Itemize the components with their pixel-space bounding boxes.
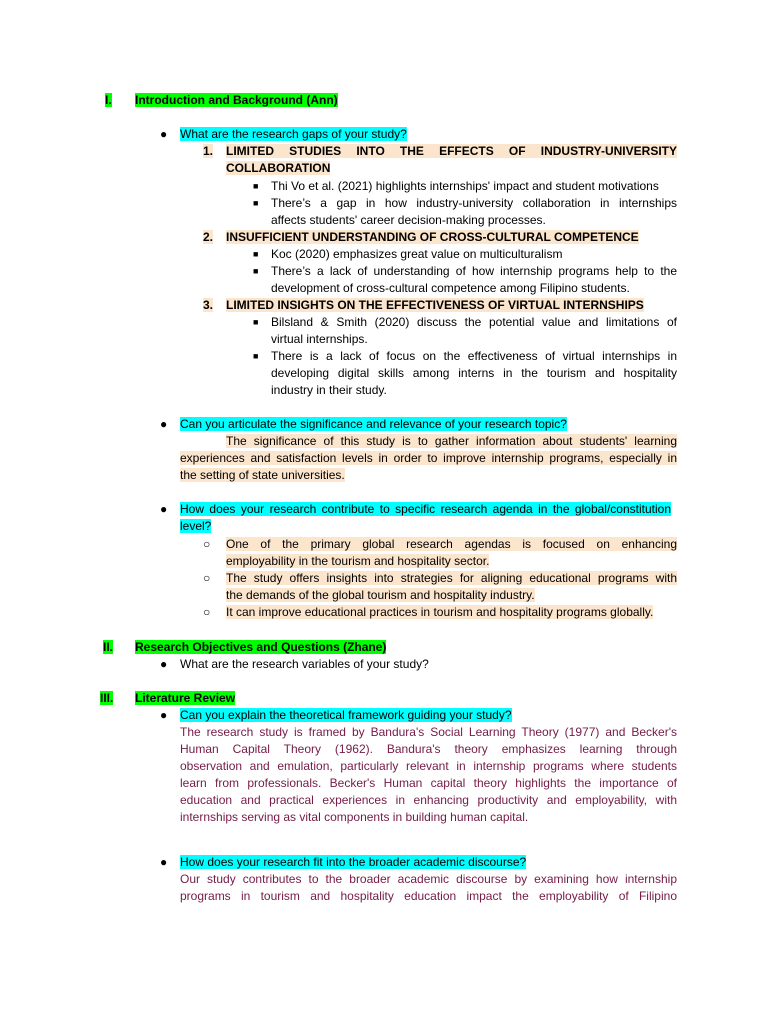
bullet-dot-icon: ●: [160, 502, 168, 516]
bullet-dot-icon: ●: [160, 417, 168, 431]
question-research-variables: What are the research variables of your study?: [180, 657, 429, 671]
framework-answer-line2: Human Capital Theory (1962). Bandura's theory emphasizes learning through: [180, 742, 677, 756]
gap-3-point-2-line2: developing digital skills among interns in the tourism and hospitality: [271, 366, 677, 380]
question-research-agenda-line1: How does your research contribute to specific research agenda in the global/constitution: [180, 502, 671, 516]
bullet-square-icon: ■: [253, 198, 259, 208]
section-1-number: I.: [105, 93, 112, 107]
bullet-square-icon: ■: [253, 351, 259, 361]
gap-2-heading: INSUFFICIENT UNDERSTANDING OF CROSS-CULTURAL COMPETENCE: [226, 230, 639, 244]
significance-line2: experiences and satisfaction levels in order to improve internship programs, especially in: [180, 451, 677, 465]
framework-answer-line1: The research study is framed by Bandura's Social Learning Theory (1977) and Becker's: [180, 725, 677, 739]
bullet-dot-icon: ●: [160, 657, 168, 671]
framework-answer-line4: learn from professionals. Becker's Human capital theory highlights the importance of: [180, 776, 677, 790]
gap-3-number: 3.: [203, 298, 214, 312]
significance-line1: The significance of this study is to gather information about students' learning: [226, 434, 677, 448]
section-2-title: Research Objectives and Questions (Zhane): [135, 640, 387, 654]
gap-2-point-2-line2: development of cross-cultural competence among Filipino students.: [271, 281, 630, 295]
gap-1-point-1: Thi Vo et al. (2021) highlights internships' impact and student motivations: [271, 179, 659, 193]
section-3-number: III.: [100, 691, 114, 705]
gap-3-heading: LIMITED INSIGHTS ON THE EFFECTIVENESS OF VIRTUAL INTERNSHIPS: [226, 298, 644, 312]
gap-3-point-1-line1: Bilsland & Smith (2020) discuss the potential value and limitations of: [271, 315, 677, 329]
framework-answer-line6: internships serving as vital components in building human capital.: [180, 810, 529, 824]
significance-line3: the setting of state universities.: [180, 468, 345, 482]
gap-3-point-1-line2: virtual internships.: [271, 332, 368, 346]
gap-1-point-2-line2: affects students' career decision-making processes.: [271, 213, 546, 227]
gap-1-point-2-line1: There’s a gap in how industry-university collaboration in internships: [271, 196, 677, 210]
contribution-2-line1: The study offers insights into strategies for aligning educational programs with: [226, 571, 677, 585]
gap-1-heading-line1: LIMITED STUDIES INTO THE EFFECTS OF INDUSTRY-UNIVERSITY: [226, 144, 677, 158]
question-research-gaps: What are the research gaps of your study?: [180, 127, 407, 141]
gap-1-number: 1.: [203, 144, 214, 158]
bullet-circle-icon: ○: [203, 537, 211, 551]
gap-3-point-2-line3: industry in their study.: [271, 383, 387, 397]
gap-2-number: 2.: [203, 230, 214, 244]
question-significance: Can you articulate the significance and relevance of your research topic?: [180, 417, 567, 431]
bullet-square-icon: ■: [253, 249, 259, 259]
discourse-answer-line2: programs in tourism and hospitality education impact the employability of Filipino: [180, 889, 677, 903]
gap-2-point-2-line1: There’s a lack of understanding of how internship programs help to the: [271, 264, 677, 278]
contribution-1-line1: One of the primary global research agendas is focused on enhancing: [226, 537, 677, 551]
framework-answer-line3: observation and emulation, particularly relevant in internship programs where students: [180, 759, 677, 773]
contribution-2-line2: the demands of the global tourism and hospitality industry.: [226, 588, 535, 602]
bullet-square-icon: ■: [253, 317, 259, 327]
discourse-answer-line1: Our study contributes to the broader academic discourse by examining how internship: [180, 872, 677, 886]
question-research-agenda-line2: level?: [180, 519, 212, 533]
contribution-3: It can improve educational practices in tourism and hospitality programs globally.: [226, 605, 654, 619]
bullet-dot-icon: ●: [160, 127, 168, 141]
bullet-dot-icon: ●: [160, 855, 168, 869]
bullet-circle-icon: ○: [203, 605, 211, 619]
bullet-square-icon: ■: [253, 181, 259, 191]
gap-2-point-1: Koc (2020) emphasizes great value on multiculturalism: [271, 247, 563, 261]
question-theoretical-framework: Can you explain the theoretical framework guiding your study?: [180, 708, 512, 722]
gap-3-point-2-line1: There is a lack of focus on the effectiveness of virtual internships in: [271, 349, 677, 363]
framework-answer-line5: education and practical experiences in enhancing productivity and employability, with: [180, 793, 677, 807]
contribution-1-line2: employability in the tourism and hospitality sector.: [226, 554, 490, 568]
section-2-number: II.: [103, 640, 114, 654]
gap-1-heading-line2: COLLABORATION: [226, 161, 331, 175]
question-academic-discourse: How does your research fit into the broader academic discourse?: [180, 855, 527, 869]
bullet-square-icon: ■: [253, 266, 259, 276]
bullet-dot-icon: ●: [160, 708, 168, 722]
section-3-title: Literature Review: [135, 691, 236, 705]
section-1-title: Introduction and Background (Ann): [135, 93, 338, 107]
bullet-circle-icon: ○: [203, 571, 211, 585]
